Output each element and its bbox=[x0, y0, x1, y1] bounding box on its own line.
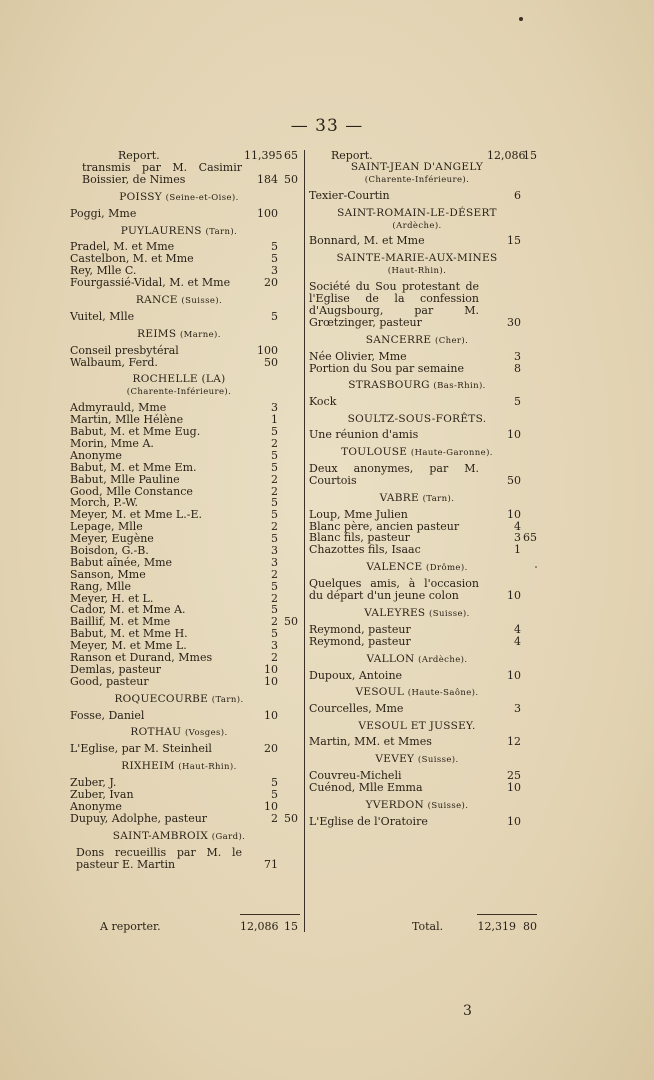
right-column bbox=[309, 150, 539, 827]
amount-francs: 5 bbox=[271, 496, 278, 510]
amount-francs: 3 bbox=[514, 349, 521, 363]
donor-name: Report. bbox=[118, 149, 160, 162]
region-name: (Haut-Rhin). bbox=[178, 762, 237, 773]
section-heading bbox=[70, 386, 302, 399]
donation-row bbox=[309, 703, 539, 715]
amount-francs: 3 bbox=[514, 531, 521, 545]
donor-name: Martin, Mlle Hélène bbox=[70, 413, 184, 427]
section-heading bbox=[309, 447, 539, 460]
amount-francs: 50 bbox=[264, 355, 278, 369]
amount-francs: 5 bbox=[271, 627, 278, 641]
amount-francs: 2 bbox=[271, 436, 278, 450]
section-heading bbox=[309, 174, 539, 187]
donation-row bbox=[70, 357, 302, 369]
section-heading bbox=[70, 226, 302, 239]
region-name: (Bas-Rhin). bbox=[433, 381, 486, 392]
amount-francs: 6 bbox=[514, 188, 521, 202]
donor-name: Reymond, pasteur bbox=[309, 634, 411, 648]
region-name: (Tarn). bbox=[205, 226, 238, 237]
region-name: (Marne). bbox=[179, 329, 221, 340]
amount-francs: 2 bbox=[271, 472, 278, 486]
amount-francs: 10 bbox=[264, 799, 278, 813]
locality-name: RIXHEIM bbox=[121, 760, 175, 773]
donor-name: Report. bbox=[331, 149, 373, 162]
donor-name: Portion du Sou par semaine bbox=[309, 361, 464, 375]
locality-name: SAINT-JEAN D'ANGELY bbox=[350, 160, 484, 173]
amount-francs: 1 bbox=[271, 413, 278, 427]
donor-name: Lepage, Mlle bbox=[70, 520, 143, 534]
section-heading bbox=[309, 687, 539, 700]
section-heading bbox=[309, 493, 539, 506]
amount-francs: 2 bbox=[271, 484, 278, 498]
donation-row bbox=[309, 736, 539, 748]
locality-name: TOULOUSE bbox=[341, 446, 408, 459]
donor-name: Vuitel, Mlle bbox=[70, 309, 135, 323]
section-heading bbox=[309, 253, 539, 265]
donor-name: Rang, Mlle bbox=[70, 579, 132, 593]
donation-row bbox=[70, 847, 302, 871]
section-heading bbox=[70, 374, 302, 386]
donation-row bbox=[70, 710, 302, 722]
amount-francs: 5 bbox=[271, 425, 278, 439]
donor-name: Dons recueillis par M. le pasteur E. Martin bbox=[76, 845, 242, 871]
amount-francs: 3 bbox=[271, 555, 278, 569]
donation-row bbox=[309, 150, 539, 162]
locality-name: POISSY bbox=[119, 190, 163, 203]
section-heading bbox=[70, 329, 302, 342]
region-name: (Haut-Rhin). bbox=[387, 266, 447, 277]
right-total-rule bbox=[477, 914, 537, 915]
amount-francs: 3 bbox=[271, 401, 278, 415]
donor-name: Meyer, H. et L. bbox=[70, 591, 154, 605]
region-name: (Ardèche). bbox=[418, 654, 468, 665]
donor-name: Martin, MM. et Mmes bbox=[309, 735, 432, 749]
donation-row bbox=[309, 544, 539, 556]
donor-name: Babut, M. et Mme Eug. bbox=[70, 425, 201, 439]
amount-francs: 25 bbox=[507, 768, 521, 782]
donor-name: Castelbon, M. et Mme bbox=[70, 252, 194, 266]
donation-row bbox=[309, 396, 539, 408]
donor-name: Cador, M. et Mme A. bbox=[70, 603, 186, 617]
region-name: (Suisse). bbox=[181, 295, 223, 306]
section-heading bbox=[309, 265, 539, 278]
amount-francs: 2 bbox=[271, 591, 278, 605]
left-footer-francs: 12,086 bbox=[240, 920, 279, 933]
section-heading bbox=[309, 654, 539, 667]
donation-row bbox=[309, 670, 539, 682]
amount-francs: 2 bbox=[271, 567, 278, 581]
page-header: — 33 — bbox=[290, 116, 364, 136]
amount-francs: 10 bbox=[507, 589, 521, 603]
amount-francs: 3 bbox=[271, 264, 278, 278]
donor-name: Fosse, Daniel bbox=[70, 708, 145, 722]
donation-row bbox=[70, 345, 302, 357]
section-heading bbox=[309, 414, 539, 426]
section-heading bbox=[70, 727, 302, 740]
region-name: (Haute-Saône). bbox=[407, 688, 479, 699]
donation-row bbox=[309, 578, 539, 602]
section-heading bbox=[309, 220, 539, 233]
donor-name: Ranson et Durand, Mmes bbox=[70, 650, 213, 664]
amount-francs: 10 bbox=[507, 780, 521, 794]
locality-name: ROCHELLE (LA) bbox=[132, 373, 226, 386]
region-name: (Tarn). bbox=[422, 493, 455, 504]
donor-name: Babut, M. et Mme Em. bbox=[70, 460, 197, 474]
amount-francs: 71 bbox=[264, 857, 278, 871]
region-name: (Vosges). bbox=[184, 728, 228, 739]
donor-name: Babut, Mlle Pauline bbox=[70, 472, 180, 486]
amount-francs: 3 bbox=[271, 543, 278, 557]
amount-francs: 15 bbox=[507, 234, 521, 248]
donation-row bbox=[70, 450, 302, 462]
donor-name: Good, pasteur bbox=[70, 674, 149, 688]
section-heading bbox=[309, 608, 539, 621]
donation-row bbox=[70, 557, 302, 569]
donor-name: Conseil presbytéral bbox=[70, 343, 179, 357]
amount-francs: 11,395 bbox=[244, 149, 283, 162]
amount-francs: 5 bbox=[271, 240, 278, 254]
donation-row bbox=[70, 162, 302, 186]
amount-francs: 10 bbox=[264, 662, 278, 676]
locality-name: VESOUL ET JUSSEY. bbox=[358, 720, 476, 733]
section-heading bbox=[70, 761, 302, 774]
amount-francs: 10 bbox=[507, 428, 521, 442]
donor-name: Société du Sou protestant de l'Eglise de la confession d'Augsbourg, par M. Grœtzinger, pasteur bbox=[309, 280, 479, 329]
donor-name: Good, Mlle Constance bbox=[70, 484, 193, 498]
donor-name: Kock bbox=[309, 395, 337, 409]
amount-centimes: 15 bbox=[523, 149, 537, 162]
amount-francs: 4 bbox=[514, 519, 521, 533]
donor-name: Meyer, M. et Mme L.-E. bbox=[70, 508, 202, 522]
amount-centimes: 50 bbox=[284, 615, 298, 629]
section-heading bbox=[309, 800, 539, 813]
donor-name: Née Olivier, Mme bbox=[309, 349, 407, 363]
donation-row bbox=[70, 676, 302, 688]
donation-row bbox=[309, 624, 539, 636]
section-heading bbox=[309, 380, 539, 393]
locality-name: SAINT-AMBROIX bbox=[112, 829, 209, 842]
donor-name: Reymond, pasteur bbox=[309, 622, 411, 636]
donor-name: transmis par M. Casimir Boissier, de Nimes bbox=[82, 160, 242, 186]
amount-francs: 3 bbox=[271, 639, 278, 653]
amount-francs: 5 bbox=[271, 776, 278, 790]
donation-row bbox=[70, 277, 302, 289]
donation-row bbox=[309, 281, 539, 329]
donation-row bbox=[70, 208, 302, 220]
donor-name: Loup, Mme Julien bbox=[309, 507, 408, 521]
amount-francs: 1 bbox=[514, 543, 521, 557]
donor-name: Fourgassié-Vidal, M. et Mme bbox=[70, 276, 231, 290]
amount-francs: 3 bbox=[514, 702, 521, 716]
donor-name: Anonyme bbox=[70, 799, 122, 813]
amount-francs: 5 bbox=[271, 532, 278, 546]
donor-name: Deux anonymes, par M. Courtois bbox=[309, 461, 479, 487]
amount-francs: 5 bbox=[271, 788, 278, 802]
region-name: (Gard). bbox=[211, 831, 246, 842]
column-divider bbox=[304, 150, 305, 932]
locality-name: SAINT-ROMAIN-LE-DÉSERT bbox=[337, 206, 497, 219]
donation-row bbox=[70, 311, 302, 323]
donation-row bbox=[70, 474, 302, 486]
left-footer-label: A reporter. bbox=[100, 920, 161, 933]
locality-name: PUYLAURENS bbox=[120, 224, 202, 237]
donor-name: Zuber, Ivan bbox=[70, 788, 134, 802]
donor-name: Blanc fils, pasteur bbox=[309, 531, 410, 545]
section-heading bbox=[309, 162, 539, 174]
donation-row bbox=[309, 816, 539, 828]
donation-row bbox=[309, 770, 539, 782]
locality-name: SAINTE-MARIE-AUX-MINES bbox=[336, 252, 498, 265]
donation-row bbox=[70, 743, 302, 755]
region-name: (Charente-Inférieure). bbox=[364, 174, 470, 185]
donor-name: Meyer, M. et Mme L. bbox=[70, 639, 187, 653]
amount-francs: 10 bbox=[507, 507, 521, 521]
amount-francs: 4 bbox=[514, 634, 521, 648]
region-name: (Suisse). bbox=[429, 608, 470, 619]
donor-name: Admyrauld, Mme bbox=[70, 401, 167, 415]
donor-name: Courcelles, Mme bbox=[309, 702, 404, 716]
donor-name: Rey, Mlle C. bbox=[70, 264, 137, 278]
amount-francs: 12,086 bbox=[487, 149, 526, 162]
ink-spot bbox=[519, 17, 523, 21]
donation-row bbox=[70, 581, 302, 593]
section-heading bbox=[309, 335, 539, 348]
donor-name: Blanc père, ancien pasteur bbox=[309, 519, 460, 533]
section-heading bbox=[309, 754, 539, 767]
donor-name: Morch, P.-W. bbox=[70, 496, 139, 510]
amount-francs: 2 bbox=[271, 650, 278, 664]
region-name: (Tarn). bbox=[211, 694, 244, 705]
donor-name: Quelques amis, à l'occasion du départ d'un jeune colon bbox=[309, 577, 479, 603]
amount-francs: 10 bbox=[507, 668, 521, 682]
right-footer-label: Total. bbox=[412, 920, 444, 933]
section-heading bbox=[70, 831, 302, 844]
donation-row bbox=[309, 429, 539, 441]
amount-francs: 5 bbox=[271, 603, 278, 617]
amount-francs: 12 bbox=[507, 735, 521, 749]
donation-row bbox=[70, 664, 302, 676]
locality-name: RANCE bbox=[135, 293, 178, 306]
left-footer-centimes: 15 bbox=[284, 920, 298, 933]
region-name: (Cher). bbox=[434, 335, 469, 346]
amount-francs: 10 bbox=[264, 674, 278, 688]
amount-francs: 184 bbox=[257, 172, 278, 186]
amount-francs: 2 bbox=[271, 520, 278, 534]
section-heading bbox=[309, 721, 539, 733]
donor-name: Anonyme bbox=[70, 448, 122, 462]
donor-name: Une réunion d'amis bbox=[309, 428, 419, 442]
amount-francs: 4 bbox=[514, 622, 521, 636]
locality-name: VALEYRES bbox=[364, 606, 426, 619]
locality-name: VALENCE bbox=[366, 561, 423, 574]
amount-francs: 5 bbox=[271, 309, 278, 323]
amount-francs: 8 bbox=[514, 361, 521, 375]
amount-francs: 100 bbox=[257, 206, 278, 220]
amount-francs: 30 bbox=[507, 315, 521, 329]
locality-name: VESOUL bbox=[355, 686, 405, 699]
donor-name: Boisdon, G.-B. bbox=[70, 543, 149, 557]
donor-name: Chazottes fils, Isaac bbox=[309, 543, 421, 557]
amount-francs: 5 bbox=[271, 252, 278, 266]
donor-name: Dupoux, Antoine bbox=[309, 668, 403, 682]
donor-name: L'Eglise de l'Oratoire bbox=[309, 814, 428, 828]
donor-name: Zuber, J. bbox=[70, 776, 117, 790]
amount-francs: 5 bbox=[514, 395, 521, 409]
right-footer-francs: 12,319 bbox=[477, 920, 516, 933]
donor-name: Baillif, M. et Mme bbox=[70, 615, 171, 629]
donor-name: Sanson, Mme bbox=[70, 567, 146, 581]
donor-name: Babut, M. et Mme H. bbox=[70, 627, 188, 641]
region-name: (Seine-et-Oise). bbox=[165, 192, 239, 203]
locality-name: SANCERRE bbox=[365, 333, 432, 346]
amount-francs: 100 bbox=[257, 343, 278, 357]
donor-name: Morin, Mme A. bbox=[70, 436, 154, 450]
locality-name: YVERDON bbox=[365, 798, 425, 811]
locality-name: ROQUECOURBE bbox=[114, 692, 209, 705]
locality-name: REIMS bbox=[137, 327, 177, 340]
donor-name: Walbaum, Ferd. bbox=[70, 355, 158, 369]
donation-row bbox=[309, 782, 539, 794]
donor-name: Meyer, Eugène bbox=[70, 532, 154, 546]
locality-name: VABRE bbox=[379, 491, 419, 504]
amount-francs: 10 bbox=[264, 708, 278, 722]
amount-francs: 20 bbox=[264, 742, 278, 756]
donor-name: Babut aînée, Mme bbox=[70, 555, 173, 569]
region-name: (Charente-Inférieure). bbox=[126, 387, 232, 398]
region-name: (Suisse). bbox=[427, 800, 469, 811]
region-name: (Drôme). bbox=[426, 563, 468, 574]
donor-name: Poggi, Mme bbox=[70, 206, 137, 220]
amount-francs: 5 bbox=[271, 508, 278, 522]
donor-name: Bonnard, M. et Mme bbox=[309, 234, 425, 248]
left-total-rule bbox=[240, 914, 300, 915]
donor-name: Demlas, pasteur bbox=[70, 662, 161, 676]
amount-francs: 10 bbox=[507, 814, 521, 828]
section-heading bbox=[309, 562, 539, 575]
region-name: (Suisse). bbox=[417, 755, 459, 765]
donation-row bbox=[309, 351, 539, 363]
amount-francs: 2 bbox=[271, 615, 278, 629]
amount-francs: 5 bbox=[271, 579, 278, 593]
donor-name: Texier-Courtin bbox=[309, 188, 390, 202]
donor-name: L'Eglise, par M. Steinheil bbox=[70, 742, 212, 756]
section-heading bbox=[309, 208, 539, 220]
donor-name: Pradel, M. et Mme bbox=[70, 240, 175, 254]
donation-row bbox=[70, 569, 302, 581]
amount-francs: 50 bbox=[507, 473, 521, 487]
locality-name: STRASBOURG bbox=[348, 379, 430, 392]
amount-centimes: 65 bbox=[523, 531, 537, 545]
donation-row bbox=[309, 363, 539, 375]
region-name: (Ardèche). bbox=[392, 220, 442, 231]
amount-francs: 2 bbox=[271, 811, 278, 825]
donation-row bbox=[309, 190, 539, 202]
page-number: 3 bbox=[463, 1003, 472, 1019]
amount-francs: 20 bbox=[264, 276, 278, 290]
locality-name: SOULTZ-SOUS-FORÊTS. bbox=[347, 413, 487, 426]
left-column bbox=[70, 150, 302, 870]
amount-francs: 5 bbox=[271, 448, 278, 462]
donor-name: Couvreu-Micheli bbox=[309, 768, 402, 782]
locality-name: VEVEY bbox=[375, 753, 415, 765]
section-heading bbox=[70, 694, 302, 707]
locality-name: ROTHAU bbox=[130, 726, 182, 739]
ink-spot bbox=[535, 566, 537, 568]
donation-row bbox=[70, 813, 302, 825]
donation-row bbox=[309, 509, 539, 521]
section-heading bbox=[70, 192, 302, 205]
donor-name: Cuénod, Mlle Emma bbox=[309, 780, 423, 794]
amount-francs: 5 bbox=[271, 460, 278, 474]
donor-name: Dupuy, Adolphe, pasteur bbox=[70, 811, 208, 825]
locality-name: VALLON bbox=[366, 652, 415, 665]
region-name: (Haute-Garonne). bbox=[410, 448, 493, 459]
section-heading bbox=[70, 295, 302, 308]
donation-row bbox=[309, 235, 539, 247]
donation-row bbox=[70, 462, 302, 474]
right-footer-centimes: 80 bbox=[523, 920, 537, 933]
amount-centimes: 50 bbox=[284, 811, 298, 825]
amount-centimes: 65 bbox=[284, 149, 298, 162]
amount-centimes: 50 bbox=[284, 172, 298, 186]
donation-row bbox=[309, 636, 539, 648]
donation-row bbox=[309, 463, 539, 487]
